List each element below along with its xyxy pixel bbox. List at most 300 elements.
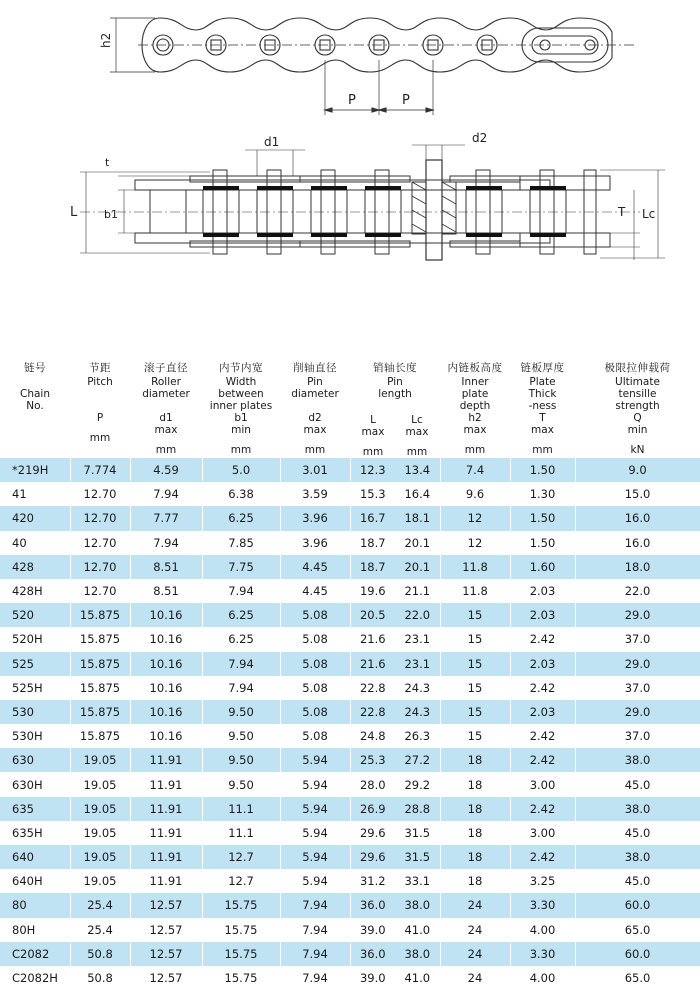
cell-Lc: 31.5 xyxy=(404,825,431,840)
pin-length-cell xyxy=(350,797,440,821)
table-cell: 60.0 xyxy=(575,893,700,917)
pin-length-cell xyxy=(350,918,440,942)
chain-no-cell: 80 xyxy=(0,893,70,917)
table-cell: 24 xyxy=(440,942,510,966)
table-cell: 24 xyxy=(440,893,510,917)
table-cell: 5.08 xyxy=(280,603,350,627)
table-cell: 24 xyxy=(440,918,510,942)
header-unit: mm xyxy=(406,446,428,458)
table-cell: 19.05 xyxy=(70,797,130,821)
table-cell: 15.875 xyxy=(70,627,130,651)
table-cell: 45.0 xyxy=(575,772,700,796)
table-cell: 9.50 xyxy=(202,748,280,772)
cell-Lc: 16.4 xyxy=(404,487,431,502)
header-unit: mm xyxy=(304,444,326,456)
table-cell: 50.8 xyxy=(70,942,130,966)
table-cell: 7.94 xyxy=(280,893,350,917)
cell-Lc: 41.0 xyxy=(404,971,431,986)
table-cell: 5.94 xyxy=(280,821,350,845)
table-cell: 3.25 xyxy=(510,869,575,893)
header-cn: 极限拉伸载荷 xyxy=(604,362,671,374)
table-cell: 29.0 xyxy=(575,700,700,724)
table-cell: 9.0 xyxy=(575,458,700,482)
table-cell: 15.875 xyxy=(70,652,130,676)
header-unit: kN xyxy=(630,444,645,456)
table-row xyxy=(0,531,700,555)
pin-length-values xyxy=(351,681,440,695)
table-cell: 2.03 xyxy=(510,579,575,603)
pin-length-values xyxy=(351,608,440,622)
pin-length-values xyxy=(351,826,440,840)
table-cell: 11.8 xyxy=(440,579,510,603)
table-cell: 7.94 xyxy=(280,966,350,990)
header-symbol: h2 max xyxy=(463,412,487,436)
table-cell: 18 xyxy=(440,869,510,893)
cell-Lc: 24.3 xyxy=(404,704,431,719)
table-cell: 15 xyxy=(440,676,510,700)
table-cell: 7.85 xyxy=(202,531,280,555)
cell-Lc: 27.2 xyxy=(404,753,431,768)
pin-length-cell xyxy=(350,482,440,506)
pin-length-subcols xyxy=(351,400,439,458)
cell-L: 16.7 xyxy=(359,511,386,526)
table-cell: 29.0 xyxy=(575,652,700,676)
cell-L: 21.6 xyxy=(359,632,386,647)
table-cell: 19.05 xyxy=(70,821,130,845)
table-cell: 5.94 xyxy=(280,772,350,796)
table-cell: 10.16 xyxy=(130,627,202,651)
cell-L: 26.9 xyxy=(359,801,386,816)
pin-length-cell xyxy=(350,893,440,917)
header-cn: 链板厚度 xyxy=(520,362,565,374)
cell-L: 29.6 xyxy=(359,850,386,865)
table-row xyxy=(0,458,700,482)
table-cell: 3.96 xyxy=(280,531,350,555)
chain-no-cell: 530H xyxy=(0,724,70,748)
table-cell: 9.50 xyxy=(202,724,280,748)
table-cell: 11.8 xyxy=(440,555,510,579)
column-header xyxy=(510,356,575,458)
cell-Lc: 20.1 xyxy=(404,559,431,574)
table-cell: 6.38 xyxy=(202,482,280,506)
cell-Lc: 28.8 xyxy=(404,801,431,816)
d1-label: d1 xyxy=(264,135,280,149)
chain-no-cell: 640 xyxy=(0,845,70,869)
table-cell: 12.57 xyxy=(130,918,202,942)
header-row xyxy=(0,356,700,458)
cell-Lc: 29.2 xyxy=(404,777,431,792)
pin-length-cell xyxy=(350,966,440,990)
pin-length-values xyxy=(351,657,440,671)
pin-length-cell xyxy=(350,748,440,772)
chain-no-cell: C2082 xyxy=(0,942,70,966)
table-cell: 4.59 xyxy=(130,458,202,482)
pin-length-values xyxy=(351,511,440,525)
pin-length-values xyxy=(351,923,440,937)
chain-side-view xyxy=(80,145,665,260)
table-cell: 5.94 xyxy=(280,845,350,869)
table-cell: 15.75 xyxy=(202,942,280,966)
table-cell: 19.05 xyxy=(70,748,130,772)
pin-length-values xyxy=(351,971,440,985)
pin-length-values xyxy=(351,560,440,574)
table-cell: 7.94 xyxy=(202,676,280,700)
table-cell: 5.08 xyxy=(280,652,350,676)
table-cell: 11.91 xyxy=(130,772,202,796)
pin-length-values xyxy=(351,487,440,501)
table-row xyxy=(0,652,700,676)
table-cell: 12.57 xyxy=(130,966,202,990)
table-cell: 1.50 xyxy=(510,531,575,555)
header-symbol: b1 min xyxy=(231,412,251,436)
table-row xyxy=(0,700,700,724)
table-cell: 2.42 xyxy=(510,797,575,821)
header-unit: mm xyxy=(155,444,177,456)
table-cell: 37.0 xyxy=(575,627,700,651)
header-cn: 滚子直径 xyxy=(144,362,188,374)
column-header xyxy=(350,356,440,458)
table-cell: 15.75 xyxy=(202,893,280,917)
cell-Lc: 20.1 xyxy=(404,535,431,550)
table-row xyxy=(0,506,700,530)
pin-length-values xyxy=(351,898,440,912)
table-cell: 7.77 xyxy=(130,506,202,530)
cell-Lc: 38.0 xyxy=(404,946,431,961)
table-cell: 1.60 xyxy=(510,555,575,579)
L-label: L xyxy=(70,205,78,220)
pin-length-cell xyxy=(350,579,440,603)
table-cell: 5.0 xyxy=(202,458,280,482)
chain-no-cell: 635H xyxy=(0,821,70,845)
table-cell: 5.08 xyxy=(280,700,350,724)
table-cell: 12.57 xyxy=(130,893,202,917)
table-cell: 12.7 xyxy=(202,869,280,893)
table-cell: 16.0 xyxy=(575,531,700,555)
table-cell: 10.16 xyxy=(130,724,202,748)
table-cell: 3.30 xyxy=(510,942,575,966)
cell-Lc: 41.0 xyxy=(404,922,431,937)
table-cell: 45.0 xyxy=(575,869,700,893)
table-cell: 12.70 xyxy=(70,579,130,603)
t-label: t xyxy=(105,156,110,169)
header-en: Ultimate tensille strength xyxy=(615,376,660,412)
header-symbol: Lc max xyxy=(405,414,429,438)
table-cell: 1.50 xyxy=(510,458,575,482)
table-cell: 29.0 xyxy=(575,603,700,627)
cell-Lc: 38.0 xyxy=(404,898,431,913)
table-cell: 5.08 xyxy=(280,627,350,651)
chain-spec-table xyxy=(0,356,700,990)
table-cell: 11.1 xyxy=(202,797,280,821)
header-unit: mm xyxy=(362,446,384,458)
cell-Lc: 21.1 xyxy=(404,584,431,599)
table-cell: 11.91 xyxy=(130,869,202,893)
table-cell: 8.51 xyxy=(130,555,202,579)
table-cell: 18 xyxy=(440,797,510,821)
chain-no-cell: 525H xyxy=(0,676,70,700)
table-cell: 9.6 xyxy=(440,482,510,506)
table-cell: 5.08 xyxy=(280,724,350,748)
chain-no-cell: 420 xyxy=(0,506,70,530)
table-row xyxy=(0,821,700,845)
table-cell: 65.0 xyxy=(575,966,700,990)
pin-length-cell xyxy=(350,942,440,966)
cell-L: 18.7 xyxy=(359,535,386,550)
pin-length-values xyxy=(351,705,440,719)
pin-length-values xyxy=(351,802,440,816)
table-cell: 1.30 xyxy=(510,482,575,506)
header-cn: 链号 xyxy=(24,362,46,374)
header-cn: 削轴直径 xyxy=(293,362,337,374)
cell-L: 25.3 xyxy=(359,753,386,768)
header-cn: 节距 xyxy=(89,362,111,374)
cell-L: 39.0 xyxy=(359,922,386,937)
cell-L: 12.3 xyxy=(359,463,386,478)
cell-Lc: 24.3 xyxy=(404,680,431,695)
column-header xyxy=(70,356,130,458)
cell-L: 22.8 xyxy=(359,704,386,719)
b1-label: b1 xyxy=(104,208,118,221)
table-cell: 11.91 xyxy=(130,797,202,821)
header-unit: mm xyxy=(532,444,553,456)
table-cell: 15.875 xyxy=(70,676,130,700)
chain-no-cell: *219H xyxy=(0,458,70,482)
table-cell: 60.0 xyxy=(575,942,700,966)
table-cell: 11.1 xyxy=(202,821,280,845)
table-cell: 15.875 xyxy=(70,603,130,627)
header-cn: 内链板高度 xyxy=(447,362,503,374)
cell-Lc: 22.0 xyxy=(404,608,431,623)
table-body xyxy=(0,458,700,990)
table-cell: 4.00 xyxy=(510,918,575,942)
table-row xyxy=(0,676,700,700)
table-cell: 45.0 xyxy=(575,821,700,845)
header-unit: mm xyxy=(464,444,486,456)
table-cell: 50.8 xyxy=(70,966,130,990)
chain-no-cell: 530 xyxy=(0,700,70,724)
pin-length-subcol-lc xyxy=(406,400,429,458)
cell-L: 15.3 xyxy=(359,487,386,502)
table-cell: 5.94 xyxy=(280,869,350,893)
cell-L: 36.0 xyxy=(359,946,386,961)
chain-no-cell: 40 xyxy=(0,531,70,555)
table-row xyxy=(0,555,700,579)
table-row xyxy=(0,482,700,506)
pin-length-values xyxy=(351,536,440,550)
table-cell: 15 xyxy=(440,652,510,676)
table-cell: 18 xyxy=(440,821,510,845)
table-cell: 38.0 xyxy=(575,797,700,821)
table-cell: 2.03 xyxy=(510,652,575,676)
header-en: Pin diameter xyxy=(291,376,339,400)
table-cell: 16.0 xyxy=(575,506,700,530)
table-cell: 24 xyxy=(440,966,510,990)
cell-L: 39.0 xyxy=(359,971,386,986)
table-cell: 10.16 xyxy=(130,676,202,700)
table-cell: 12.7 xyxy=(202,845,280,869)
chain-no-cell: 520H xyxy=(0,627,70,651)
chain-no-cell: 635 xyxy=(0,797,70,821)
table-cell: 5.94 xyxy=(280,797,350,821)
header-symbol: d2 max xyxy=(303,412,327,436)
pin-length-cell xyxy=(350,531,440,555)
pin-length-values xyxy=(351,874,440,888)
chain-no-cell: 80H xyxy=(0,918,70,942)
cell-L: 29.6 xyxy=(359,825,386,840)
pin-length-cell xyxy=(350,724,440,748)
pin-length-cell xyxy=(350,676,440,700)
table-cell: 2.03 xyxy=(510,603,575,627)
T-label: T xyxy=(618,205,626,219)
cell-L: 31.2 xyxy=(359,874,386,889)
table-cell: 7.94 xyxy=(130,531,202,555)
table-cell: 5.08 xyxy=(280,676,350,700)
chain-no-cell: 520 xyxy=(0,603,70,627)
cell-Lc: 31.5 xyxy=(404,850,431,865)
table-cell: 11.91 xyxy=(130,821,202,845)
chain-no-cell: 41 xyxy=(0,482,70,506)
cell-L: 21.6 xyxy=(359,656,386,671)
header-en: Roller diameter xyxy=(142,376,190,400)
table-cell: 12 xyxy=(440,531,510,555)
table-cell: 15.75 xyxy=(202,966,280,990)
header-symbol: P xyxy=(96,412,104,424)
header-en: Pin length xyxy=(378,376,412,400)
table-cell: 2.42 xyxy=(510,748,575,772)
table-cell: 3.30 xyxy=(510,893,575,917)
pin-length-values xyxy=(351,947,440,961)
header-unit: mm xyxy=(89,432,111,444)
table-cell: 7.774 xyxy=(70,458,130,482)
cell-L: 19.6 xyxy=(359,584,386,599)
table-cell: 7.94 xyxy=(280,942,350,966)
chain-no-cell: 630H xyxy=(0,772,70,796)
cell-Lc: 13.4 xyxy=(404,463,431,478)
table-cell: 38.0 xyxy=(575,845,700,869)
table-cell: 7.75 xyxy=(202,555,280,579)
table-cell: 11.91 xyxy=(130,748,202,772)
pin-length-cell xyxy=(350,627,440,651)
cell-Lc: 23.1 xyxy=(404,632,431,647)
pin-length-subcol-l xyxy=(362,400,385,458)
pin-length-cell xyxy=(350,652,440,676)
table-cell: 37.0 xyxy=(575,724,700,748)
table-cell: 3.96 xyxy=(280,506,350,530)
table-cell: 4.45 xyxy=(280,579,350,603)
table-cell: 9.50 xyxy=(202,772,280,796)
header-symbol: L max xyxy=(361,414,385,438)
table-cell: 25.4 xyxy=(70,893,130,917)
pin-length-values xyxy=(351,729,440,743)
table-cell: 15.0 xyxy=(575,482,700,506)
h2-label: h2 xyxy=(99,32,113,48)
table-cell: 7.4 xyxy=(440,458,510,482)
header-en: Inner plate depth xyxy=(459,376,491,412)
table-cell: 12.70 xyxy=(70,531,130,555)
table-row xyxy=(0,845,700,869)
pin-length-cell xyxy=(350,555,440,579)
table-cell: 10.16 xyxy=(130,603,202,627)
table-cell: 15.75 xyxy=(202,918,280,942)
pin-length-cell xyxy=(350,458,440,482)
cell-L: 24.8 xyxy=(359,729,386,744)
table-cell: 12.70 xyxy=(70,506,130,530)
table-cell: 3.00 xyxy=(510,772,575,796)
table-header xyxy=(0,356,700,458)
column-header xyxy=(280,356,350,458)
table-cell: 4.45 xyxy=(280,555,350,579)
table-row xyxy=(0,627,700,651)
header-unit: mm xyxy=(230,444,252,456)
header-cn: 内节内宽 xyxy=(219,362,263,374)
pitch-label-1: P xyxy=(348,93,356,108)
table-row xyxy=(0,918,700,942)
table-cell: 3.01 xyxy=(280,458,350,482)
table-cell: 11.91 xyxy=(130,845,202,869)
table-cell: 19.05 xyxy=(70,845,130,869)
table-cell: 18 xyxy=(440,772,510,796)
pin-length-cell xyxy=(350,821,440,845)
pin-length-values xyxy=(351,753,440,767)
column-header xyxy=(0,356,70,458)
chain-no-cell: 428 xyxy=(0,555,70,579)
header-en: Pitch xyxy=(87,376,113,388)
cell-Lc: 33.1 xyxy=(404,874,431,889)
pin-length-cell xyxy=(350,700,440,724)
table-row xyxy=(0,772,700,796)
table-cell: 10.16 xyxy=(130,652,202,676)
table-cell: 7.94 xyxy=(130,482,202,506)
table-cell: 38.0 xyxy=(575,748,700,772)
table-cell: 2.03 xyxy=(510,700,575,724)
pin-length-values xyxy=(351,584,440,598)
table-cell: 18 xyxy=(440,748,510,772)
table-row xyxy=(0,966,700,990)
cell-Lc: 18.1 xyxy=(404,511,431,526)
table-row xyxy=(0,724,700,748)
table-cell: 15.875 xyxy=(70,724,130,748)
table-cell: 19.05 xyxy=(70,772,130,796)
table-cell: 12.70 xyxy=(70,555,130,579)
table-cell: 6.25 xyxy=(202,603,280,627)
table-row xyxy=(0,748,700,772)
table-cell: 3.59 xyxy=(280,482,350,506)
header-symbol: d1 max xyxy=(154,412,178,436)
table-cell: 2.42 xyxy=(510,845,575,869)
table-cell: 8.51 xyxy=(130,579,202,603)
table-cell: 2.42 xyxy=(510,676,575,700)
pin-length-values xyxy=(351,632,440,646)
table-cell: 4.00 xyxy=(510,966,575,990)
header-en: Chain No. xyxy=(20,388,50,412)
cell-L: 20.5 xyxy=(359,608,386,623)
table-cell: 2.42 xyxy=(510,627,575,651)
table-cell: 18.0 xyxy=(575,555,700,579)
header-en: Width between inner plates xyxy=(209,376,273,412)
table-cell: 10.16 xyxy=(130,700,202,724)
header-symbol: T max xyxy=(531,412,554,436)
pin-length-values xyxy=(351,850,440,864)
pitch-label-2: P xyxy=(402,93,410,108)
table-cell: 6.25 xyxy=(202,627,280,651)
chain-technical-drawing xyxy=(0,0,700,300)
cell-Lc: 26.3 xyxy=(404,729,431,744)
table-cell: 5.94 xyxy=(280,748,350,772)
table-cell: 19.05 xyxy=(70,869,130,893)
cell-L: 22.8 xyxy=(359,680,386,695)
table-cell: 7.94 xyxy=(280,918,350,942)
column-header xyxy=(202,356,280,458)
